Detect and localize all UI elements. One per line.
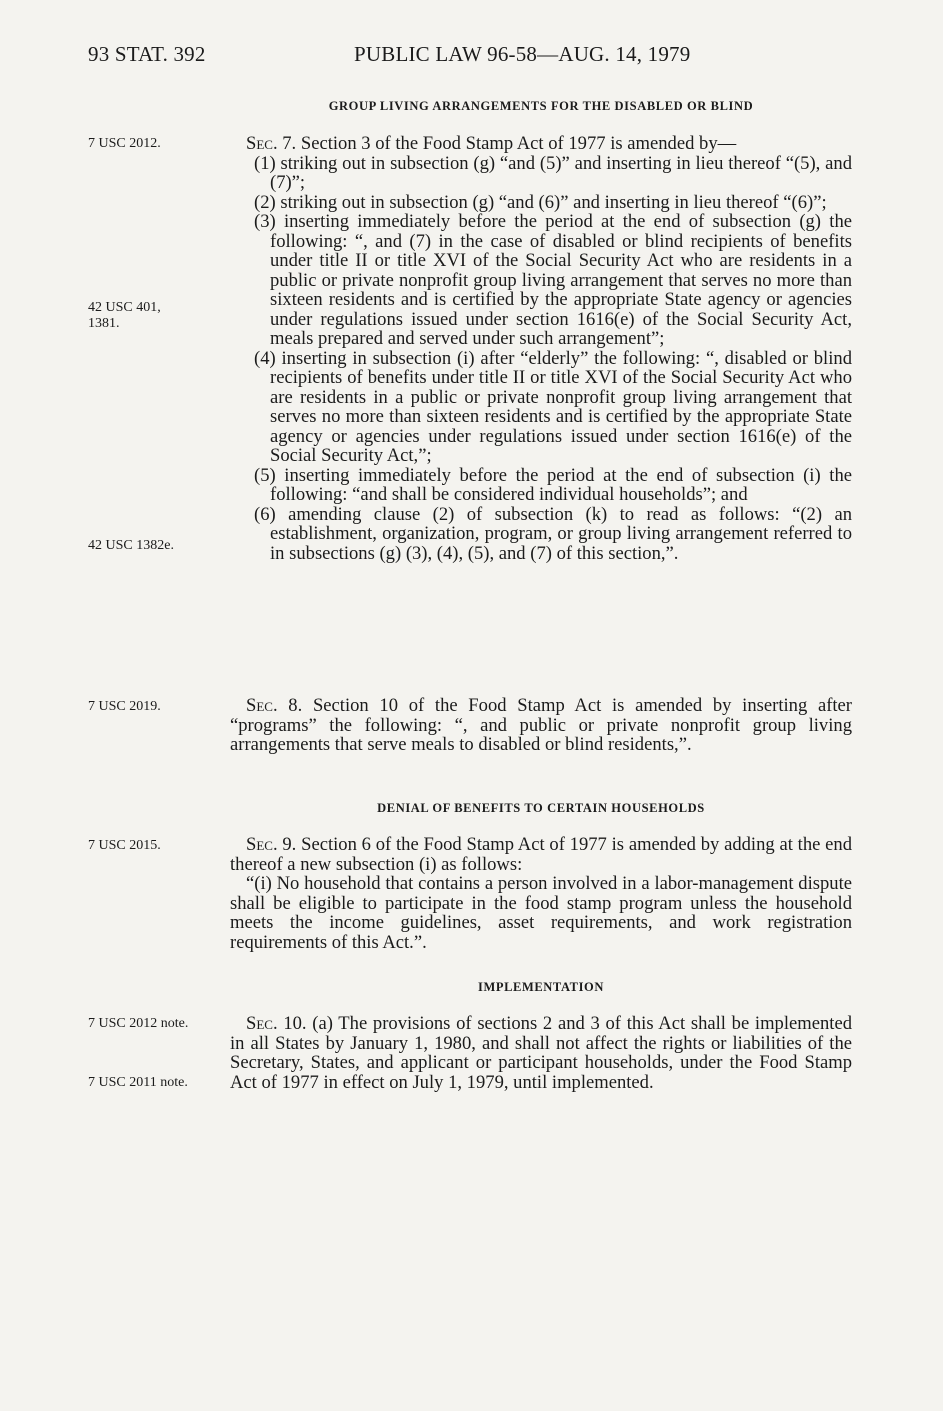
section-heading-denial-of-benefits: DENIAL OF BENEFITS TO CERTAIN HOUSEHOLDS [377, 801, 705, 815]
section-9-quote: “(i) No household that contains a person involved in a labor-management dispute shall be eligible to participate in the food stamp program unless the household meets the income guidelines, asset requirements, and work registration requirements of this Act.”. [230, 873, 852, 953]
page-number-header: 93 STAT. 392 [88, 42, 206, 66]
section-7-text [230, 134, 852, 563]
margin-note-42-usc-1382e: 42 USC 1382e. [88, 538, 174, 553]
section-7-item: (1) striking out in subsection (g) “and (5)” and inserting in lieu thereof “(5), and (7)”; [254, 152, 852, 193]
section-7-item: (6) amending clause (2) of subsection (k) to read as follows: “(2) an establishment, organization, program, or group living arrangement referred to in subsections (g) (3), (4), (5), and (7) of this section,”. [254, 503, 852, 564]
section-7-item: (5) inserting immediately before the period at the end of subsection (i) the following: “and shall be considered individual households”; and [254, 464, 852, 505]
running-header: PUBLIC LAW 96-58—AUG. 14, 1979 [354, 42, 691, 66]
section-7-item: (2) striking out in subsection (g) “and (6)” and inserting in lieu thereof “(6)”; [254, 191, 827, 213]
section-10-text: Sec. 10. (a) The provisions of sections 2 and 3 of this Act shall be implemented in all States by January 1, 1980, and shall not affect the rights or liabilities of the Secretary, States, and applicant or participant households, under the Food Stamp Act of 1977 in effect on July 1, 1979, until implemented. [230, 1013, 852, 1093]
section-7-item: (3) inserting immediately before the period at the end of subsection (g) the following: “, and (7) in the case of disabled or blind recipients of benefits under title II or title XVI of the Social Security Act who are residents in a public or private nonprofit group living arrangement that serves no more than sixteen residents and is certified by the appropriate State agency or agencies under regulations issued under section 1616(e) of the Social Security Act, meals prepared and served under such arrangement”; [254, 211, 852, 349]
section-heading-implementation: IMPLEMENTATION [478, 980, 604, 994]
margin-note-7-usc-2015: 7 USC 2015. [88, 838, 161, 853]
section-7-item: (4) inserting in subsection (i) after “elderly” the following: “, disabled or blind recipients of benefits under title II or title XVI of the Social Security Act who are residents in a public or private nonprofit group living arrangement that serves no more than sixteen residents and is certified by the appropriate State agency or agencies under regulations issued under section 1616(e) of the Social Security Act,”; [254, 347, 852, 466]
margin-note-7-usc-2019: 7 USC 2019. [88, 699, 161, 714]
margin-note-7-usc-2012: 7 USC 2012. [88, 136, 161, 151]
margin-note-7-usc-2012-note: 7 USC 2012 note. [88, 1016, 189, 1031]
margin-note-42-usc-401: 42 USC 401, 1381. [88, 300, 161, 331]
section-heading-group-living: GROUP LIVING ARRANGEMENTS FOR THE DISABLED OR BLIND [328, 99, 754, 113]
section-9-text: Sec. 9. Section 6 of the Food Stamp Act of 1977 is amended by adding at the end thereof a new subsection (i) as follows: “(i) No household that contains a person involved in a labor-management dispute shall be eligible to participate in the food stamp program unless the household meets the income guidelines, asset requirements, and work registration requirements of this Act.”. [230, 834, 852, 953]
section-7-intro: Sec. 7. Section 3 of the Food Stamp Act of 1977 is amended by— [246, 133, 737, 154]
margin-note-7-usc-2011-note: 7 USC 2011 note. [88, 1075, 188, 1090]
section-8-text: Sec. 8. Section 10 of the Food Stamp Act is amended by inserting after “programs” the following: “, and public or private nonprofit group living arrangements that serve meals to disabled or blind residents,”. [230, 695, 852, 755]
